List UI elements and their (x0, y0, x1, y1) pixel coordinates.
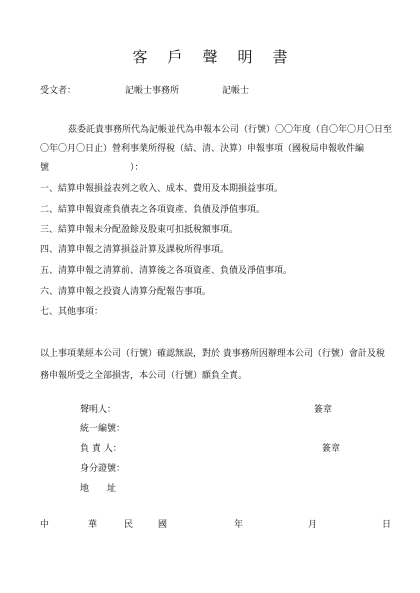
declarant-seal-label: 簽章 (314, 405, 333, 415)
item-7: 七、其他事項： (40, 307, 104, 317)
item-5: 五、清算申報之清算前、清算後之各項資產、負債及淨值事項。 (40, 266, 293, 276)
date-day-label: 日 (382, 520, 392, 530)
item-3: 三、結算申報未分配盈餘及股東可扣抵稅額事項。 (40, 225, 239, 235)
address-label: 地 址 (80, 484, 117, 494)
item-4: 四、清算申報之清算損益計算及課稅所得事項。 (40, 245, 230, 255)
date-year-label: 年 (234, 520, 244, 530)
recipient-role: 記帳士 (222, 86, 250, 96)
intro-paragraph: 茲委託貴事務所代為記帳並代為申報本公司（行號）〇〇年度（自〇年〇月〇日至〇年〇月〇日止）營利事業所得稅（結、清、決算）申報事項（國稅局申報收件編號 ）： (40, 125, 393, 173)
item-6: 六、清算申報之投資人清算分配報告事項。 (40, 287, 212, 297)
confirmation-paragraph: 以上事項業經本公司（行號）確認無誤，對於 貴事務所因辦理本公司（行號）會計及稅務申報所受之全部損害，本公司（行號）願負全責。 (40, 349, 385, 381)
date-char-hua: 華 (88, 520, 98, 530)
item-2: 二、結算申報資產負債表之各項資產、負債及淨值事項。 (40, 205, 266, 215)
id-number-label: 身分證號： (80, 464, 126, 474)
date-month-label: 月 (308, 520, 318, 530)
person-in-charge-seal-label: 簽章 (322, 444, 341, 454)
date-char-min: 民 (124, 520, 134, 530)
item-1: 一、結算申報損益表列之收入、成本、費用及本期損益事項。 (40, 184, 284, 194)
tax-id-label: 統一編號： (80, 424, 126, 434)
document-title: 客戶聲明書 (132, 48, 308, 66)
date-char-guo: 國 (158, 520, 168, 530)
recipient-firm: 記帳士事務所 (125, 86, 180, 96)
date-char-zhong: 中 (40, 520, 50, 530)
person-in-charge-label: 負 責 人： (80, 444, 122, 454)
declarant-label: 聲明人： (80, 405, 117, 415)
recipient-label: 受文者： (40, 86, 77, 96)
